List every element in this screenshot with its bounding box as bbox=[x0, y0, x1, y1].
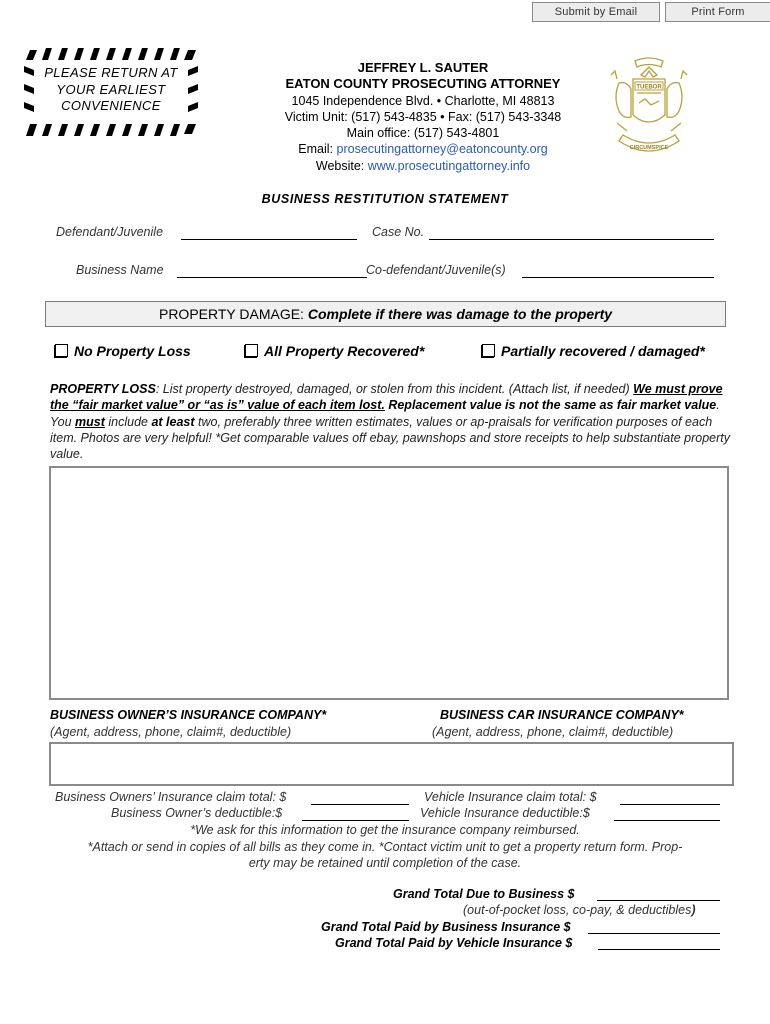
checkbox-label: Partially recovered / damaged* bbox=[501, 343, 705, 359]
reimburse-note: *We ask for this information to get the insurance company reimbursed. bbox=[190, 823, 580, 837]
case-no-field[interactable] bbox=[429, 239, 714, 240]
codefendant-field[interactable] bbox=[522, 277, 714, 278]
instruction-text: : List property destroyed, damaged, or stolen from this incident. (Attach list, if needed) bbox=[155, 382, 634, 396]
defendant-field[interactable] bbox=[181, 239, 357, 240]
case-no-label: Case No. bbox=[372, 225, 425, 239]
owner-insurance-title: BUSINESS OWNER’S INSURANCE COMPANY* bbox=[50, 708, 327, 722]
checkbox-label: All Property Recovered* bbox=[264, 343, 425, 359]
car-insurance-subtitle: (Agent, address, phone, claim#, deductible) bbox=[432, 725, 674, 739]
email-line bbox=[230, 141, 616, 157]
checkbox-icon[interactable] bbox=[55, 344, 68, 357]
property-loss-heading: PROPERTY LOSS bbox=[50, 382, 156, 396]
section-subtitle: Complete if there was damage to the property bbox=[307, 306, 613, 322]
must-emphasis: must bbox=[75, 414, 105, 429]
stamp-line: YOUR EARLIEST bbox=[56, 81, 166, 97]
website-link[interactable]: www.prosecutingattorney.info bbox=[367, 158, 531, 173]
seal-motto-bottom: CIRCUMSPICE bbox=[629, 145, 669, 151]
property-loss-instructions bbox=[50, 381, 730, 462]
office-header bbox=[230, 60, 616, 174]
checkbox-icon[interactable] bbox=[482, 344, 495, 357]
codefendant-label: Co-defendant/Juvenile(s) bbox=[366, 263, 506, 277]
checkbox-label: No Property Loss bbox=[74, 343, 191, 359]
main-office-phone: Main office: (517) 543-4801 bbox=[346, 126, 500, 141]
owner-claim-total-field[interactable] bbox=[311, 804, 409, 805]
checkbox-all-property-recovered[interactable] bbox=[245, 343, 424, 359]
checkbox-partially-recovered[interactable] bbox=[482, 343, 705, 359]
car-insurance-title: BUSINESS CAR INSURANCE COMPANY* bbox=[440, 708, 684, 722]
business-name-label: Business Name bbox=[76, 263, 164, 277]
return-stamp bbox=[24, 46, 198, 138]
instruction-text: include bbox=[104, 414, 152, 429]
grand-total-due-note-close: ) bbox=[691, 903, 696, 917]
submit-by-email-button[interactable]: Submit by Email bbox=[532, 2, 660, 22]
stamp-text bbox=[24, 65, 198, 115]
property-loss-textarea[interactable] bbox=[49, 466, 729, 700]
email-label: Email: bbox=[298, 142, 337, 157]
victim-unit-phone: Victim Unit: (517) 543-4835 • Fax: (517) 543-3348 bbox=[284, 109, 562, 124]
stamp-line: PLEASE RETURN AT bbox=[44, 65, 178, 80]
vehicle-deductible-label: Vehicle Insurance deductible:$ bbox=[420, 806, 590, 820]
michigan-seal-icon bbox=[605, 53, 693, 165]
vehicle-claim-total-field[interactable] bbox=[620, 804, 720, 805]
owner-deductible-label: Business Owner’s deductible:$ bbox=[111, 806, 283, 820]
paid-business-insurance-field[interactable] bbox=[588, 933, 720, 934]
vehicle-deductible-field[interactable] bbox=[614, 820, 720, 821]
bills-note: *Attach or send in copies of all bills as they come in. *Contact victim unit to get a property return form. Prop- bbox=[87, 840, 683, 854]
office-address: 1045 Independence Blvd. • Charlotte, MI 48813 bbox=[291, 93, 555, 108]
insurance-details-input[interactable] bbox=[49, 742, 734, 786]
email-link[interactable]: prosecutingattorney@eatoncounty.org bbox=[336, 142, 548, 157]
checkbox-icon[interactable] bbox=[245, 344, 258, 357]
replacement-value-note: Replacement value is not the same as fair market value bbox=[384, 398, 717, 413]
vehicle-claim-total-label: Vehicle Insurance claim total: $ bbox=[424, 790, 597, 804]
paid-vehicle-insurance-field[interactable] bbox=[598, 949, 720, 950]
at-least-emphasis: at least bbox=[151, 414, 195, 429]
instruction-text: two, preferably three written estimates, values or ap-praisals for verification purposes of each item. Photos are very helpful! *Get comparable values off ebay, pawnshops and store receipts to help substantiate property value. bbox=[50, 414, 731, 462]
section-title: PROPERTY DAMAGE: bbox=[158, 306, 308, 322]
bills-note-continued: erty may be retained until completion of the case. bbox=[248, 856, 522, 870]
office-name: EATON COUNTY PROSECUTING ATTORNEY bbox=[285, 76, 561, 92]
owner-claim-total-label: Business Owners’ Insurance claim total: $ bbox=[55, 790, 287, 804]
grand-total-due-label: Grand Total Due to Business $ bbox=[393, 887, 575, 901]
paid-business-insurance-label: Grand Total Paid by Business Insurance $ bbox=[321, 920, 571, 934]
print-form-button[interactable]: Print Form bbox=[665, 2, 770, 22]
form-title: BUSINESS RESTITUTION STATEMENT bbox=[261, 192, 509, 206]
property-damage-section-header bbox=[45, 301, 726, 327]
checkbox-no-property-loss[interactable] bbox=[55, 343, 191, 359]
website-label: Website: bbox=[315, 158, 368, 173]
seal-motto-top: TUEBOR bbox=[636, 84, 662, 91]
instruction-text: . You bbox=[50, 398, 720, 429]
owner-insurance-subtitle: (Agent, address, phone, claim#, deductible) bbox=[50, 725, 292, 739]
defendant-label: Defendant/Juvenile bbox=[56, 225, 164, 239]
stamp-line: CONVENIENCE bbox=[61, 98, 161, 113]
grand-total-due-note bbox=[463, 903, 696, 917]
paid-vehicle-insurance-label: Grand Total Paid by Vehicle Insurance $ bbox=[335, 936, 573, 950]
owner-deductible-field[interactable] bbox=[302, 820, 409, 821]
fair-market-value-note: We must prove the “fair market value” or “as is” value of each item lost. bbox=[50, 382, 723, 413]
attorney-name: JEFFREY L. SAUTER bbox=[357, 60, 489, 75]
website-line bbox=[230, 158, 616, 174]
grand-total-due-field[interactable] bbox=[597, 900, 720, 901]
business-name-field[interactable] bbox=[177, 277, 367, 278]
grand-total-due-note-text: (out-of-pocket loss, co-pay, & deductibles bbox=[463, 903, 692, 917]
